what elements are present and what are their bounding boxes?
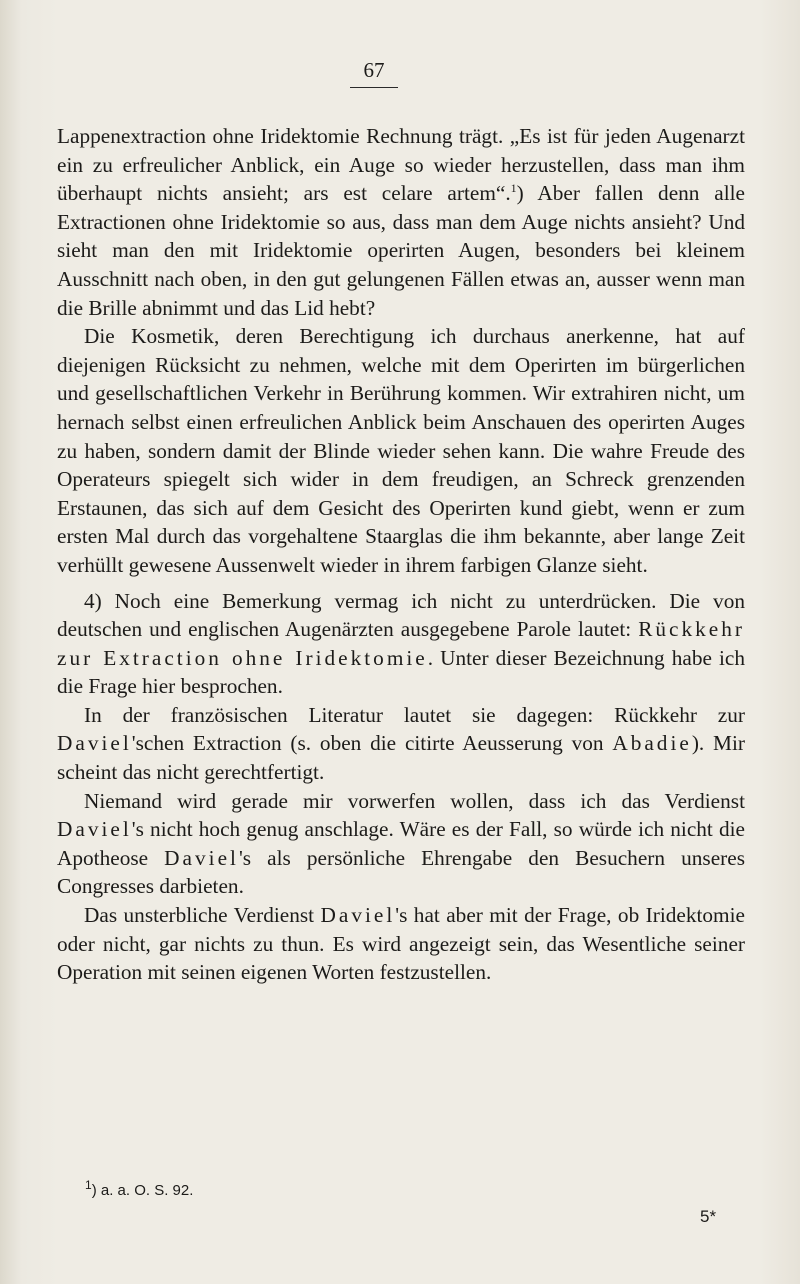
body-text: [57, 122, 745, 987]
paragraph-3: [57, 587, 745, 701]
paragraph-4-text-end: ). Mir scheint das nicht gerechtfertigt.: [57, 731, 745, 785]
paragraph-5-text-cont: 's nicht hoch genug anschlage. Wäre es der Fall, so würde ich nicht die Apotheose: [57, 817, 745, 870]
footnote-mark: 1: [85, 1178, 92, 1192]
paragraph-6: [57, 901, 745, 987]
footnote-ref: 1: [510, 181, 517, 196]
page-number: 67: [350, 58, 398, 88]
name-abadie: Abadie: [612, 731, 692, 756]
paragraph-5: [57, 787, 745, 901]
paragraph-1: [57, 122, 745, 322]
name-daviel: Daviel: [57, 731, 132, 756]
paragraph-3-text-cont: . Unter dieser Bezeichnung habe ich die Frage hier besprochen.: [57, 645, 745, 699]
paragraph-4-text-cont: 'schen Extraction (s. oben die citirte Aeusserung von: [131, 731, 613, 756]
spaced-phrase: Rückkehr zur Extraction ohne Iridektomie: [57, 617, 745, 670]
paragraph-1-text-cont: ) Aber fallen denn alle Extractionen ohne Iridektomie so aus, dass man dem Auge nichts ansieht? Und sieht man den mit Iridektomie operirten Augen, besonders bei kleinem Ausschnitt nach oben, in den gut gelungenen Fällen etwas an, ausser wenn man die Brille abnimmt und das Lid hebt?: [57, 181, 746, 320]
name-daviel: Daviel: [320, 903, 396, 928]
paragraph-3-text: 4) Noch eine Bemerkung vermag ich nicht zu unterdrücken. Die von deutschen und englischen Augenärzten ausgegebene Parole lautet:: [57, 588, 745, 642]
signature-mark: 5*: [700, 1207, 717, 1226]
paragraph-1-text: Lappenextraction ohne Iridektomie Rechnung trägt. „Es ist für jeden Augenarzt ein zu erfreulicher Anblick, ein Auge so wieder herzustellen, dass man ihm überhaupt nichts ansieht; ars est celare artem“.: [57, 124, 745, 206]
paragraph-6-text-cont: 's hat aber mit der Frage, ob Iridektomie oder nicht, gar nichts zu thun. Es wird angezeigt sein, das Wesentliche seiner Operation mit seinen eigenen Worten festzustellen.: [57, 903, 745, 985]
paragraph-4-text: In der französischen Literatur lautet sie dagegen: Rückkehr zur: [84, 702, 745, 727]
name-daviel: Daviel: [57, 817, 132, 842]
footnote: [85, 1178, 194, 1199]
footnote-text: ) a. a. O. S. 92.: [91, 1182, 194, 1199]
paragraph-5-text: Niemand wird gerade mir vorwerfen wollen, dass ich das Verdienst: [84, 788, 745, 813]
paragraph-5-text-end: 's als persönliche Ehrengabe den Besuchern unseres Congresses darbieten.: [57, 845, 745, 899]
paragraph-4: [57, 701, 745, 787]
name-daviel: Daviel: [164, 845, 239, 870]
paragraph-2: Die Kosmetik, deren Berechtigung ich durchaus anerkenne, hat auf diejenigen Rücksicht zu nehmen, welche mit dem Operirten im bürgerlichen und gesellschaftlichen Verkehr in Berührung kommen. Wir extrahiren nicht, um hernach selbst einen erfreulichen Anblick beim Anschauen des operirten Auges zu haben, sondern damit der Blinde wieder sehen kann. Die wahre Freude des Operateurs spiegelt sich wider in dem freudigen, an Schreck grenzenden Erstaunen, das sich auf dem Gesicht des Operirten kund giebt, wenn er zum ersten Mal durch das vorgehaltene Staarglas die ihm bekannte, aber lange Zeit verhüllt gewesene Aussenwelt wieder in ihrem farbigen Glanze sieht.: [57, 324, 745, 577]
paragraph-6-text: Das unsterbliche Verdienst: [84, 903, 321, 928]
